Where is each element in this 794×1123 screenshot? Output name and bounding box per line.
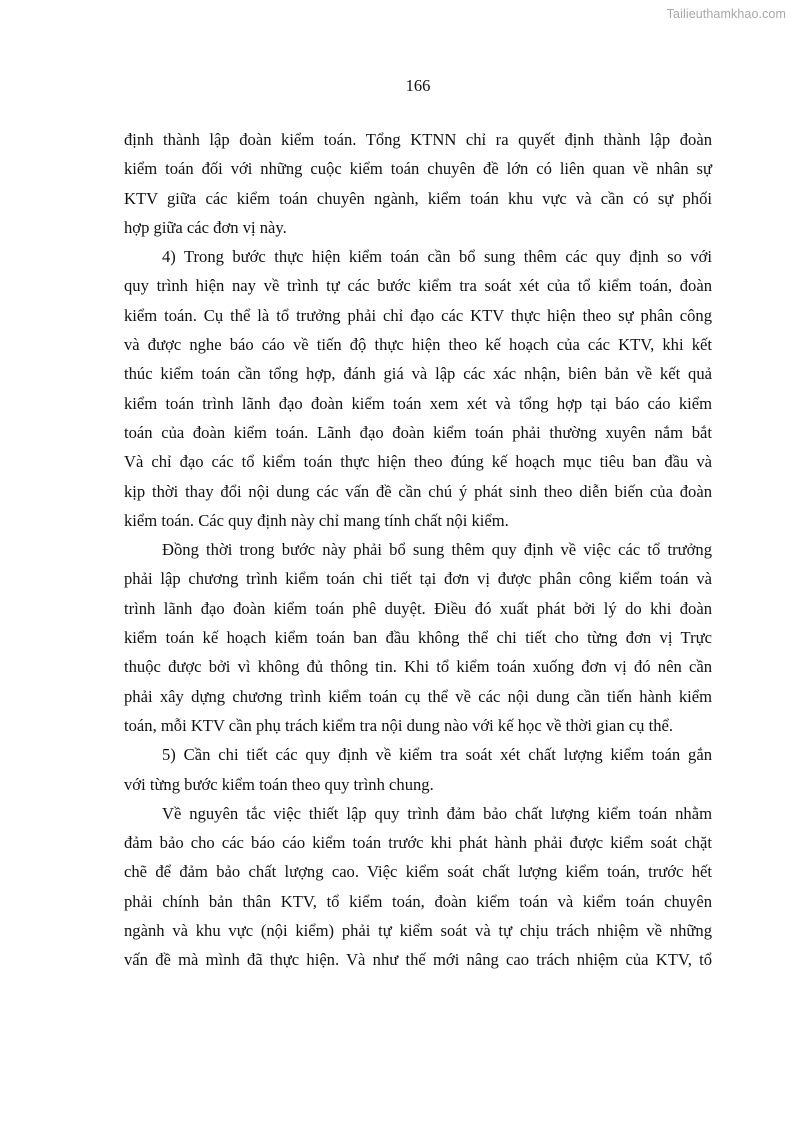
text-line: kiểm toán. Cụ thể là tổ trưởng phải chỉ đạo các KTV thực hiện theo sự phân công [124, 305, 712, 325]
text-line: kiểm toán. Các quy định này chỉ mang tính chất nội kiểm. [124, 510, 509, 530]
text-line: kịp thời thay đổi nội dung các vấn đề cần chú ý phát sinh theo diễn biến của đoàn [124, 481, 712, 501]
text-line: trình lãnh đạo đoàn kiểm toán phê duyệt. Điều đó xuất phát bởi lý do khi đoàn [124, 598, 712, 618]
page-number: 166 [405, 76, 431, 95]
text-line: kiểm toán trình lãnh đạo đoàn kiểm toán xem xét và tổng hợp tại báo cáo kiểm [124, 393, 712, 413]
text-line: đảm bảo cho các báo cáo kiểm toán trước khi phát hành phải được kiểm soát chặt [124, 833, 712, 853]
document-body [124, 125, 712, 975]
text-line: toán, mỗi KTV cần phụ trách kiểm tra nội dung nào với kế học về thời gian cụ thể. [124, 715, 674, 735]
text-line: phải lập chương trình kiểm toán chi tiết tại đơn vị được phân công kiểm toán và [124, 569, 712, 589]
text-line: quy trình hiện nay về trình tự các bước kiểm tra soát xét của tổ kiểm toán, đoàn [124, 276, 712, 296]
text-line: phải chính bản thân KTV, tổ kiểm toán, đoàn kiểm toán và kiểm toán chuyên [124, 891, 712, 911]
text-line: ngành và khu vực (nội kiểm) phải tự kiểm soát và tự chịu trách nhiệm về những [124, 921, 712, 941]
text-line: 4) Trong bước thực hiện kiểm toán cần bổ sung thêm các quy định so với [162, 247, 712, 267]
text-line: toán của đoàn kiểm toán. Lãnh đạo đoàn kiểm toán phải thường xuyên nắm bắt [124, 422, 712, 442]
text-line: KTV giữa các kiểm toán chuyên ngành, kiểm toán khu vực và cần có sự phối [124, 188, 712, 208]
text-line: 5) Cần chi tiết các quy định về kiểm tra soát xét chất lượng kiểm toán gắn [162, 745, 712, 765]
text-line: và được nghe báo cáo về tiến độ thực hiện theo kế hoạch của các KTV, khi kết [124, 335, 712, 355]
text-line: phải xây dựng chương trình kiểm toán cụ thể về các nội dung cần tiến hành kiểm [124, 686, 712, 706]
text-line: định thành lập đoàn kiểm toán. Tổng KTNN chỉ ra quyết định thành lập đoàn [124, 130, 712, 149]
text-line: Đồng thời trong bước này phải bổ sung thêm quy định về việc các tổ trưởng [162, 540, 712, 560]
text-line: kiểm toán kế hoạch kiểm toán ban đầu không thể chi tiết cho từng đơn vị Trực [124, 628, 712, 648]
paragraph [124, 799, 712, 975]
paragraph [124, 740, 712, 799]
text-line: vấn đề mà mình đã thực hiện. Và như thế mới nâng cao trách nhiệm của KTV, tổ [124, 950, 712, 970]
text-line: thuộc được bởi vì không đủ thông tin. Khi tổ kiểm toán xuống đơn vị đó nên cần [124, 657, 712, 677]
text-line: chẽ để đảm bảo chất lượng cao. Việc kiểm soát chất lượng kiểm toán, trước hết [124, 862, 712, 882]
watermark-text: Tailieuthamkhao.com [666, 7, 786, 21]
text-line: kiểm toán đối với những cuộc kiểm toán chuyên đề lớn có liên quan về nhân sự [124, 159, 712, 179]
paragraph [124, 535, 712, 740]
text-line: hợp giữa các đơn vị này. [124, 217, 287, 237]
text-line: Và chỉ đạo các tổ kiểm toán thực hiện theo đúng kế hoạch mục tiêu ban đầu và [124, 452, 712, 472]
text-line: với từng bước kiểm toán theo quy trình chung. [124, 774, 434, 794]
paragraph [124, 242, 712, 535]
text-line: Về nguyên tắc việc thiết lập quy trình đảm bảo chất lượng kiểm toán nhằm [162, 803, 712, 823]
paragraph [124, 125, 712, 242]
text-line: thúc kiểm toán cần tổng hợp, đánh giá và lập các xác nhận, biên bản về kết quả [124, 364, 712, 384]
